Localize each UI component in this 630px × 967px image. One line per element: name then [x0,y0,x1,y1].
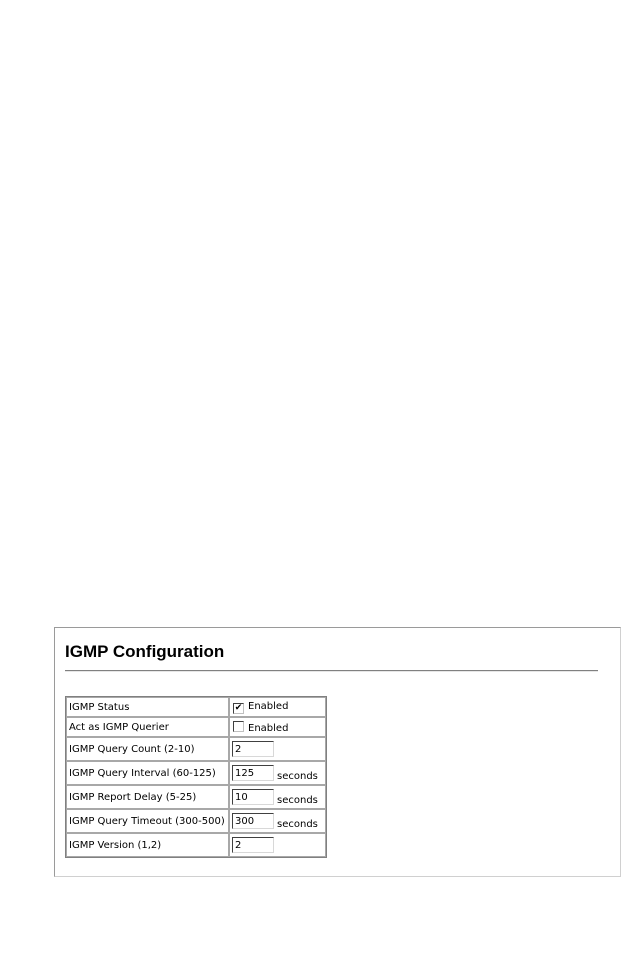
title-divider [65,670,598,672]
query-interval-label: IGMP Query Interval (60-125) [66,761,229,785]
query-timeout-cell [229,809,326,833]
igmp-settings-table [65,696,327,858]
query-interval-cell [229,761,326,785]
query-interval-unit: seconds [277,770,318,782]
igmp-querier-enabled-label: Enabled [248,722,289,734]
igmp-status-label: IGMP Status [66,697,229,717]
query-timeout-unit: seconds [277,818,318,830]
query-timeout-input[interactable]: 300 [232,813,274,829]
checkmark-icon: ✔ [234,702,243,713]
query-interval-input[interactable]: 125 [232,765,274,781]
table-row [66,833,326,857]
page-title: IGMP Configuration [65,642,225,661]
igmp-querier-cell [229,717,326,737]
igmp-status-enabled-label: Enabled [248,700,289,712]
table-row [66,737,326,761]
table-row [66,717,326,737]
igmp-configuration-panel [54,627,621,877]
report-delay-cell [229,785,326,809]
table-row [66,809,326,833]
igmp-version-cell [229,833,326,857]
query-count-label: IGMP Query Count (2-10) [66,737,229,761]
table-row [66,761,326,785]
igmp-version-label: IGMP Version (1,2) [66,833,229,857]
igmp-version-input[interactable]: 2 [232,837,274,853]
table-row [66,697,326,717]
report-delay-input[interactable]: 10 [232,789,274,805]
report-delay-label: IGMP Report Delay (5-25) [66,785,229,809]
query-count-cell [229,737,326,761]
igmp-status-checkbox[interactable] [233,703,244,714]
query-count-input[interactable]: 2 [232,741,274,757]
report-delay-unit: seconds [277,794,318,806]
igmp-querier-checkbox[interactable] [233,721,244,732]
igmp-querier-label: Act as IGMP Querier [66,717,229,737]
table-row [66,785,326,809]
query-timeout-label: IGMP Query Timeout (300-500) [66,809,229,833]
igmp-status-cell [229,697,326,717]
